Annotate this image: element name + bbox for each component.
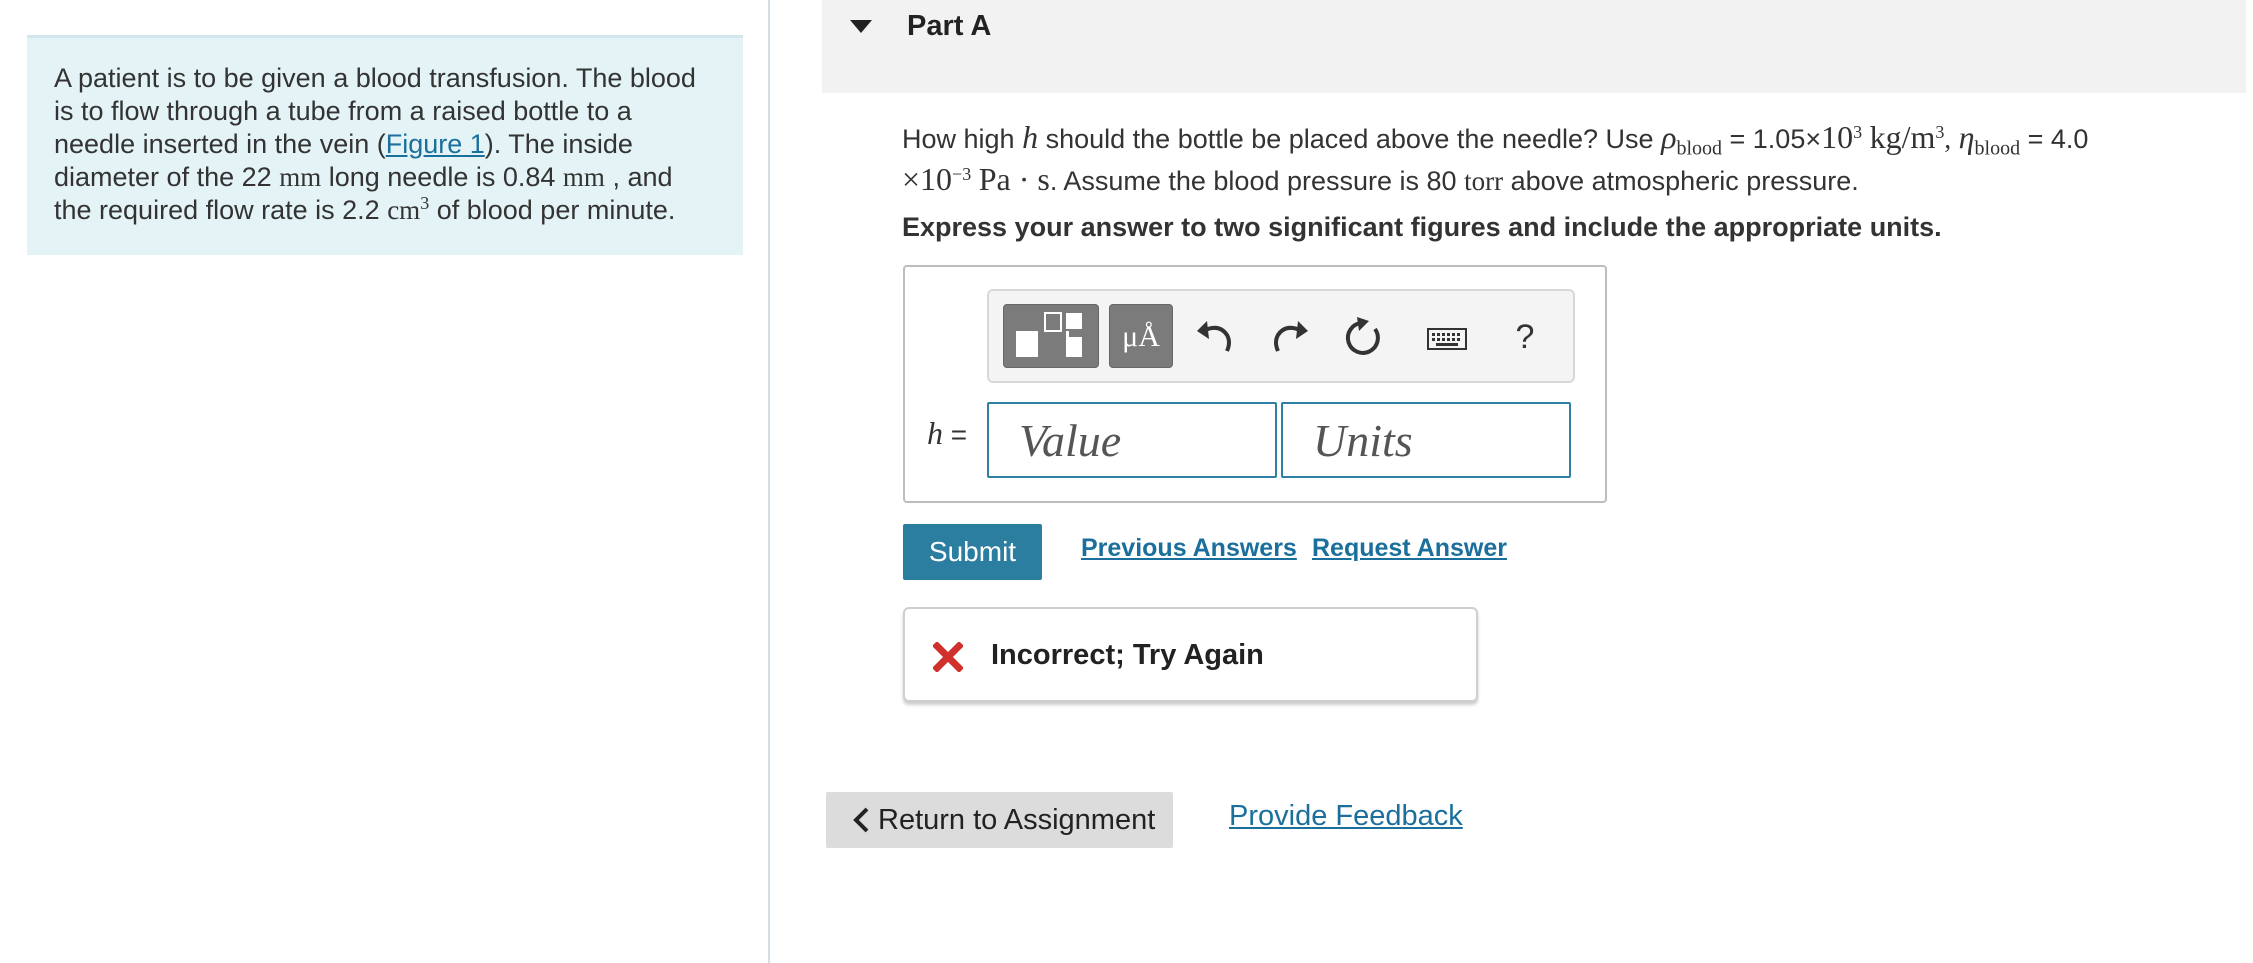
problem-after-link: ). The inside diameter of the (54, 129, 633, 192)
submit-button[interactable]: Submit (903, 524, 1042, 580)
question-text: How high h should the bottle be placed above the needle? Use $\rho_{blood} = 1.05\times 10^3$ $kg/m^3$, $\eta_{blood} = 4.0$ $\times 10^{-3}$ Pa · s. Assume the blood pressure is 80 torr above atmospheric pressure. (902, 119, 2089, 197)
collapse-caret-icon[interactable] (850, 20, 872, 33)
part-title: Part A (907, 10, 992, 42)
problem-end: of blood per minute. (436, 195, 676, 225)
symbol-rho: ρ (1661, 119, 1677, 155)
math-toolbar (987, 289, 1575, 383)
undo-button[interactable] (1189, 309, 1241, 365)
value-input[interactable] (989, 404, 1275, 476)
provide-feedback-link[interactable]: Provide Feedback (1229, 800, 1463, 832)
keyboard-button[interactable] (1417, 309, 1477, 365)
needle-length-value: 22 (241, 162, 272, 192)
problem-mid: long needle is 0.84 (328, 162, 556, 192)
redo-button[interactable] (1264, 309, 1316, 365)
templates-icon (1004, 305, 1100, 369)
feedback-box (903, 607, 1478, 702)
value-field[interactable] (987, 402, 1277, 478)
previous-answers-link[interactable]: Previous Answers (1081, 534, 1297, 562)
figure-link[interactable]: Figure 1 (385, 129, 485, 159)
density-unit: kg/m (1869, 119, 1936, 155)
part-header[interactable] (822, 0, 2246, 93)
answer-instruction: Express your answer to two significant figures and include the appropriate units. (902, 212, 1942, 242)
units-input[interactable] (1283, 404, 1569, 476)
reset-icon (1339, 309, 1391, 365)
var-h: h (1022, 119, 1039, 155)
answer-box (903, 265, 1607, 503)
help-button[interactable]: ? (1515, 318, 1535, 356)
redo-icon (1264, 309, 1316, 365)
viscosity-unit: Pa · s (978, 161, 1050, 197)
flow-unit: $cm^3$ (387, 193, 430, 225)
templates-button[interactable] (1003, 304, 1099, 368)
reset-button[interactable] (1339, 309, 1391, 365)
pressure-unit: torr (1464, 166, 1504, 196)
panel-divider (768, 0, 770, 963)
answer-variable-label: h = (927, 415, 968, 451)
problem-statement (27, 35, 743, 255)
chevron-left-icon (851, 806, 871, 834)
problem-intro: A patient is to be given a blood transfusion. The blood is to flow through a tube from a raised bottle to a needle inserted in the vein ( (54, 63, 696, 159)
keyboard-icon (1417, 309, 1477, 365)
return-to-assignment-button[interactable] (826, 792, 1173, 848)
feedback-message: Incorrect; Try Again (991, 639, 1264, 671)
incorrect-x-icon (933, 642, 963, 672)
units-field[interactable] (1281, 402, 1571, 478)
undo-icon (1189, 309, 1241, 365)
units-button[interactable]: μÅ (1109, 304, 1173, 368)
symbol-eta: η (1958, 119, 1975, 155)
needle-length-unit: mm (279, 162, 322, 192)
needle-diameter-unit: mm (562, 162, 605, 192)
request-answer-link[interactable]: Request Answer (1312, 534, 1507, 562)
return-label: Return to Assignment (878, 804, 1156, 836)
problem-flow-text: , and the required flow rate is 2.2 (54, 162, 673, 225)
